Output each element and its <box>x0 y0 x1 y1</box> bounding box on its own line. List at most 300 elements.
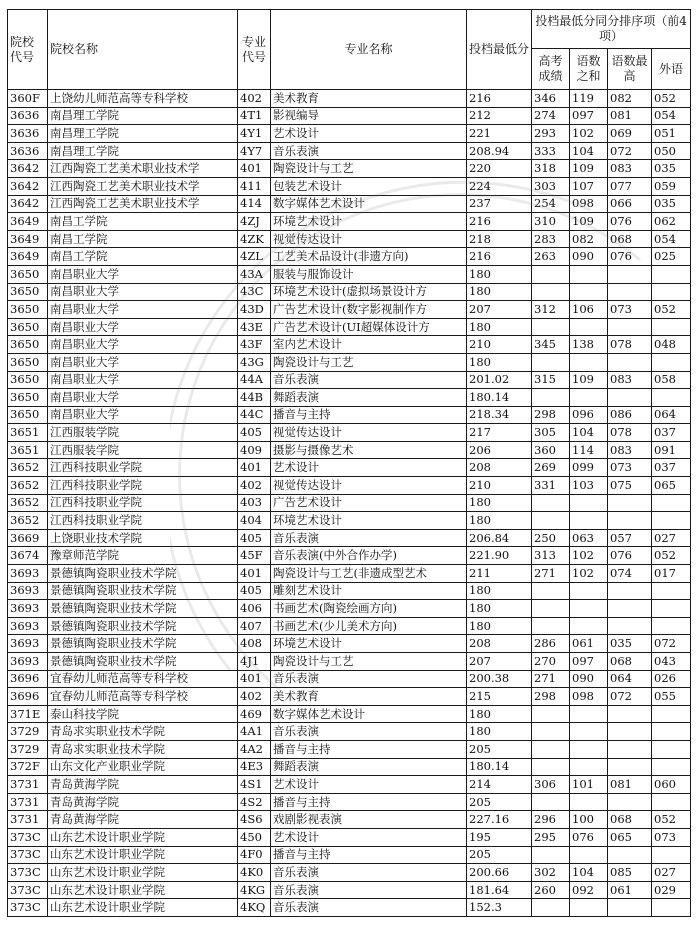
cell-cm_sum <box>570 318 608 336</box>
cell-major: 书画艺术(少儿美术方向) <box>271 617 467 635</box>
cell-cm_high <box>608 793 652 811</box>
cell-code: 373C <box>8 899 48 917</box>
table-row <box>8 670 691 688</box>
cell-exam <box>532 318 570 336</box>
cell-exam: 269 <box>532 459 570 477</box>
cell-school: 南昌职业大学 <box>48 318 238 336</box>
cell-cm_sum: 061 <box>570 635 608 653</box>
cell-min_score: 208.94 <box>467 142 532 160</box>
cell-cm_sum: 138 <box>570 336 608 354</box>
cell-foreign <box>652 899 691 917</box>
cell-major_code: 43G <box>238 353 271 371</box>
cell-cm_high <box>608 494 652 512</box>
table-row <box>8 529 691 547</box>
cell-school: 泰山科技学院 <box>48 705 238 723</box>
cell-foreign: 026 <box>652 670 691 688</box>
cell-school: 江西陶瓷工艺美术职业技术学 <box>48 160 238 178</box>
cell-min_score: 216 <box>467 248 532 266</box>
cell-major: 音乐表演 <box>271 899 467 917</box>
cell-min_score: 180 <box>467 265 532 283</box>
cell-code: 3650 <box>8 389 48 407</box>
cell-major_code: 43C <box>238 283 271 301</box>
cell-major: 数字媒体艺术设计 <box>271 705 467 723</box>
cell-major: 视觉传达设计 <box>271 230 467 248</box>
cell-cm_sum <box>570 494 608 512</box>
header-chinese-math-highest: 语数最高 <box>608 49 652 90</box>
cell-cm_high: 081 <box>608 107 652 125</box>
cell-cm_high: 064 <box>608 670 652 688</box>
cell-min_score: 180 <box>467 723 532 741</box>
cell-school: 江西陶瓷工艺美术职业技术学 <box>48 177 238 195</box>
cell-school: 南昌职业大学 <box>48 265 238 283</box>
cell-cm_sum: 101 <box>570 776 608 794</box>
cell-major_code: 44C <box>238 406 271 424</box>
cell-min_score: 180.14 <box>467 389 532 407</box>
cell-major_code: 401 <box>238 459 271 477</box>
cell-min_score: 210 <box>467 477 532 495</box>
table-row <box>8 828 691 846</box>
cell-code: 3649 <box>8 248 48 266</box>
table-row <box>8 406 691 424</box>
cell-major_code: 450 <box>238 828 271 846</box>
cell-cm_sum: 097 <box>570 653 608 671</box>
cell-school: 山东艺术设计职业学院 <box>48 864 238 882</box>
cell-major: 环境艺术设计 <box>271 512 467 530</box>
cell-cm_high: 076 <box>608 248 652 266</box>
cell-major: 美术教育 <box>271 688 467 706</box>
cell-foreign <box>652 283 691 301</box>
cell-min_score: 227.16 <box>467 811 532 829</box>
cell-major_code: 4ZK <box>238 230 271 248</box>
table-row <box>8 283 691 301</box>
table-row <box>8 177 691 195</box>
table-row <box>8 723 691 741</box>
cell-code: 3693 <box>8 635 48 653</box>
table-row <box>8 899 691 917</box>
cell-foreign <box>652 740 691 758</box>
cell-cm_sum: 109 <box>570 213 608 231</box>
table-row <box>8 758 691 776</box>
cell-min_score: 181.64 <box>467 881 532 899</box>
cell-major: 艺术设计 <box>271 776 467 794</box>
cell-code: 373C <box>8 828 48 846</box>
table-row <box>8 125 691 143</box>
cell-code: 3693 <box>8 617 48 635</box>
cell-exam <box>532 582 570 600</box>
table-body <box>8 90 691 917</box>
cell-cm_sum <box>570 740 608 758</box>
cell-school: 青岛黄海学院 <box>48 776 238 794</box>
cell-cm_sum: 107 <box>570 177 608 195</box>
cell-cm_high: 068 <box>608 230 652 248</box>
cell-exam: 302 <box>532 864 570 882</box>
cell-exam: 271 <box>532 565 570 583</box>
table-row <box>8 424 691 442</box>
cell-exam <box>532 494 570 512</box>
cell-major: 音乐表演 <box>271 723 467 741</box>
table-row <box>8 248 691 266</box>
cell-min_score: 206.84 <box>467 529 532 547</box>
cell-cm_sum <box>570 705 608 723</box>
cell-school: 南昌工学院 <box>48 248 238 266</box>
cell-cm_sum <box>570 265 608 283</box>
cell-school: 景德镇陶瓷职业技术学院 <box>48 582 238 600</box>
cell-code: 3693 <box>8 582 48 600</box>
cell-major_code: 405 <box>238 424 271 442</box>
cell-cm_sum: 092 <box>570 881 608 899</box>
cell-major: 舞蹈表演 <box>271 758 467 776</box>
cell-cm_sum: 103 <box>570 477 608 495</box>
cell-major_code: 4ZL <box>238 248 271 266</box>
cell-school: 山东艺术设计职业学院 <box>48 881 238 899</box>
table-row <box>8 160 691 178</box>
table-row <box>8 740 691 758</box>
cell-major_code: 405 <box>238 582 271 600</box>
cell-foreign <box>652 389 691 407</box>
cell-major_code: 43F <box>238 336 271 354</box>
cell-school: 景德镇陶瓷职业技术学院 <box>48 617 238 635</box>
cell-school: 南昌理工学院 <box>48 107 238 125</box>
cell-cm_high <box>608 582 652 600</box>
cell-major_code: 4K0 <box>238 864 271 882</box>
cell-min_score: 216 <box>467 213 532 231</box>
cell-cm_high <box>608 617 652 635</box>
cell-cm_high: 061 <box>608 881 652 899</box>
cell-min_score: 237 <box>467 195 532 213</box>
cell-cm_high <box>608 265 652 283</box>
cell-major_code: 43E <box>238 318 271 336</box>
cell-exam: 331 <box>532 477 570 495</box>
cell-min_score: 152.3 <box>467 899 532 917</box>
table-row <box>8 811 691 829</box>
header-major-code: 专业代号 <box>238 10 271 90</box>
cell-foreign: 048 <box>652 336 691 354</box>
cell-school: 青岛黄海学院 <box>48 793 238 811</box>
cell-major: 音乐表演 <box>271 881 467 899</box>
cell-cm_high: 083 <box>608 160 652 178</box>
cell-code: 3731 <box>8 776 48 794</box>
cell-exam <box>532 283 570 301</box>
cell-school: 江西服装学院 <box>48 424 238 442</box>
cell-school: 南昌职业大学 <box>48 301 238 319</box>
cell-major: 广告艺术设计 <box>271 494 467 512</box>
cell-code: 3652 <box>8 459 48 477</box>
cell-cm_sum <box>570 353 608 371</box>
cell-foreign: 027 <box>652 529 691 547</box>
cell-cm_sum <box>570 283 608 301</box>
cell-major_code: 401 <box>238 160 271 178</box>
cell-min_score: 180 <box>467 705 532 723</box>
cell-major_code: 44A <box>238 371 271 389</box>
cell-code: 373C <box>8 864 48 882</box>
cell-foreign: 052 <box>652 301 691 319</box>
cell-major_code: 43A <box>238 265 271 283</box>
cell-code: 373C <box>8 846 48 864</box>
cell-cm_high <box>608 389 652 407</box>
cell-foreign: 035 <box>652 160 691 178</box>
cell-cm_high: 086 <box>608 406 652 424</box>
cell-exam: 306 <box>532 776 570 794</box>
cell-major_code: 4A2 <box>238 740 271 758</box>
cell-exam: 312 <box>532 301 570 319</box>
cell-major_code: 4S1 <box>238 776 271 794</box>
cell-major_code: 407 <box>238 617 271 635</box>
cell-major: 书画艺术(陶瓷绘画方向) <box>271 600 467 618</box>
cell-major: 陶瓷设计与工艺 <box>271 353 467 371</box>
cell-school: 南昌工学院 <box>48 213 238 231</box>
cell-cm_sum <box>570 389 608 407</box>
cell-code: 3650 <box>8 301 48 319</box>
table-row <box>8 688 691 706</box>
cell-cm_sum: 082 <box>570 230 608 248</box>
cell-major: 播音与主持 <box>271 406 467 424</box>
cell-code: 3696 <box>8 688 48 706</box>
cell-code: 3650 <box>8 371 48 389</box>
cell-major_code: 4Y7 <box>238 142 271 160</box>
cell-exam: 254 <box>532 195 570 213</box>
cell-cm_high: 076 <box>608 213 652 231</box>
cell-major_code: 404 <box>238 512 271 530</box>
cell-code: 360F <box>8 90 48 108</box>
cell-code: 3652 <box>8 477 48 495</box>
cell-cm_sum: 090 <box>570 670 608 688</box>
table-row <box>8 864 691 882</box>
cell-cm_high <box>608 758 652 776</box>
cell-major: 视觉传达设计 <box>271 477 467 495</box>
cell-code: 3731 <box>8 793 48 811</box>
cell-major: 音乐表演 <box>271 142 467 160</box>
cell-cm_high: 057 <box>608 529 652 547</box>
cell-min_score: 180 <box>467 600 532 618</box>
cell-foreign <box>652 705 691 723</box>
cell-foreign: 052 <box>652 547 691 565</box>
cell-school: 江西科技职业学院 <box>48 512 238 530</box>
cell-min_score: 218 <box>467 230 532 248</box>
cell-min_score: 214 <box>467 776 532 794</box>
cell-school: 南昌理工学院 <box>48 142 238 160</box>
cell-code: 3636 <box>8 107 48 125</box>
cell-major_code: 469 <box>238 705 271 723</box>
table-header <box>8 10 691 90</box>
cell-major: 陶瓷设计与工艺 <box>271 160 467 178</box>
cell-exam <box>532 758 570 776</box>
table-row <box>8 213 691 231</box>
table-row <box>8 353 691 371</box>
cell-cm_sum: 098 <box>570 195 608 213</box>
table-row <box>8 565 691 583</box>
cell-exam: 270 <box>532 653 570 671</box>
cell-school: 景德镇陶瓷职业技术学院 <box>48 635 238 653</box>
cell-school: 江西科技职业学院 <box>48 459 238 477</box>
cell-cm_high: 078 <box>608 336 652 354</box>
cell-cm_sum <box>570 600 608 618</box>
cell-cm_high: 073 <box>608 301 652 319</box>
cell-code: 3729 <box>8 723 48 741</box>
cell-exam <box>532 723 570 741</box>
cell-cm_high: 072 <box>608 688 652 706</box>
header-exam-score: 高考成绩 <box>532 49 570 90</box>
cell-cm_sum <box>570 723 608 741</box>
cell-cm_sum: 098 <box>570 688 608 706</box>
cell-cm_sum: 096 <box>570 406 608 424</box>
cell-min_score: 207 <box>467 653 532 671</box>
cell-major: 播音与主持 <box>271 846 467 864</box>
cell-major_code: 4KQ <box>238 899 271 917</box>
cell-exam <box>532 705 570 723</box>
cell-code: 3652 <box>8 512 48 530</box>
cell-min_score: 215 <box>467 688 532 706</box>
cell-code: 3650 <box>8 353 48 371</box>
cell-min_score: 205 <box>467 846 532 864</box>
cell-cm_high: 073 <box>608 459 652 477</box>
cell-foreign: 051 <box>652 125 691 143</box>
table-row <box>8 477 691 495</box>
cell-foreign: 035 <box>652 195 691 213</box>
cell-foreign <box>652 512 691 530</box>
cell-cm_sum: 114 <box>570 441 608 459</box>
cell-code: 3650 <box>8 265 48 283</box>
cell-cm_sum <box>570 899 608 917</box>
cell-min_score: 201.02 <box>467 371 532 389</box>
cell-cm_sum: 063 <box>570 529 608 547</box>
header-rank-group: 投档最低分同分排序项（前4项） <box>532 10 691 49</box>
cell-foreign <box>652 265 691 283</box>
cell-cm_high <box>608 353 652 371</box>
cell-foreign <box>652 723 691 741</box>
cell-foreign: 050 <box>652 142 691 160</box>
cell-code: 3696 <box>8 670 48 688</box>
header-min-score: 投档最低分 <box>467 10 532 90</box>
cell-foreign <box>652 758 691 776</box>
cell-cm_sum: 106 <box>570 301 608 319</box>
cell-exam: 250 <box>532 529 570 547</box>
cell-major_code: 4J1 <box>238 653 271 671</box>
table-row <box>8 494 691 512</box>
cell-major_code: 409 <box>238 441 271 459</box>
cell-min_score: 208 <box>467 635 532 653</box>
table-row <box>8 142 691 160</box>
cell-min_score: 224 <box>467 177 532 195</box>
cell-school: 豫章师范学院 <box>48 547 238 565</box>
cell-min_score: 206 <box>467 441 532 459</box>
cell-school: 江西科技职业学院 <box>48 494 238 512</box>
cell-school: 宜春幼儿师范高等专科学校 <box>48 670 238 688</box>
cell-exam: 345 <box>532 336 570 354</box>
cell-cm_high: 083 <box>608 441 652 459</box>
cell-exam <box>532 353 570 371</box>
cell-code: 3669 <box>8 529 48 547</box>
cell-cm_high: 065 <box>608 828 652 846</box>
cell-major: 美术教育 <box>271 90 467 108</box>
table-row <box>8 512 691 530</box>
cell-min_score: 180 <box>467 582 532 600</box>
table-row <box>8 90 691 108</box>
cell-foreign <box>652 494 691 512</box>
cell-major: 音乐表演(中外合作办学) <box>271 547 467 565</box>
cell-exam: 333 <box>532 142 570 160</box>
header-major-name: 专业名称 <box>271 10 467 90</box>
cell-cm_sum: 090 <box>570 248 608 266</box>
cell-major_code: 4KG <box>238 881 271 899</box>
cell-exam: 315 <box>532 371 570 389</box>
header-school-code: 院校代号 <box>8 10 48 90</box>
cell-min_score: 216 <box>467 90 532 108</box>
cell-code: 3731 <box>8 811 48 829</box>
cell-school: 山东艺术设计职业学院 <box>48 899 238 917</box>
cell-code: 3729 <box>8 740 48 758</box>
cell-major_code: 402 <box>238 90 271 108</box>
cell-cm_high: 085 <box>608 864 652 882</box>
cell-major_code: 401 <box>238 670 271 688</box>
cell-foreign: 037 <box>652 459 691 477</box>
cell-exam: 303 <box>532 177 570 195</box>
cell-cm_sum: 109 <box>570 371 608 389</box>
cell-major: 工艺美术品设计(非遗方向) <box>271 248 467 266</box>
cell-min_score: 200.66 <box>467 864 532 882</box>
cell-major_code: 414 <box>238 195 271 213</box>
table-row <box>8 881 691 899</box>
cell-foreign: 073 <box>652 828 691 846</box>
table-row <box>8 107 691 125</box>
cell-cm_high <box>608 600 652 618</box>
table-row <box>8 846 691 864</box>
cell-exam: 293 <box>532 125 570 143</box>
cell-cm_sum: 102 <box>570 565 608 583</box>
cell-exam: 271 <box>532 670 570 688</box>
table-row <box>8 230 691 248</box>
cell-foreign <box>652 617 691 635</box>
cell-exam <box>532 846 570 864</box>
cell-major_code: 4F0 <box>238 846 271 864</box>
cell-foreign <box>652 318 691 336</box>
cell-major: 室内艺术设计 <box>271 336 467 354</box>
cell-foreign <box>652 846 691 864</box>
cell-code: 3636 <box>8 142 48 160</box>
cell-major: 陶瓷设计与工艺 <box>271 653 467 671</box>
cell-major_code: 4T1 <box>238 107 271 125</box>
cell-min_score: 218.34 <box>467 406 532 424</box>
cell-major: 舞蹈表演 <box>271 389 467 407</box>
cell-cm_sum: 104 <box>570 864 608 882</box>
table-row <box>8 265 691 283</box>
cell-foreign: 062 <box>652 213 691 231</box>
cell-code: 3642 <box>8 160 48 178</box>
cell-school: 江西服装学院 <box>48 441 238 459</box>
cell-exam <box>532 265 570 283</box>
cell-cm_high: 074 <box>608 565 652 583</box>
cell-school: 山东文化产业职业学院 <box>48 758 238 776</box>
cell-cm_sum <box>570 512 608 530</box>
cell-code: 3636 <box>8 125 48 143</box>
cell-exam <box>532 740 570 758</box>
table-row <box>8 389 691 407</box>
cell-cm_high: 068 <box>608 653 652 671</box>
cell-school: 青岛求实职业技术学院 <box>48 723 238 741</box>
cell-school: 景德镇陶瓷职业技术学院 <box>48 600 238 618</box>
table-row <box>8 547 691 565</box>
table-row <box>8 653 691 671</box>
cell-school: 南昌职业大学 <box>48 389 238 407</box>
cell-code: 3652 <box>8 494 48 512</box>
cell-cm_high <box>608 512 652 530</box>
cell-min_score: 207 <box>467 301 532 319</box>
table-row <box>8 600 691 618</box>
cell-major: 戏剧影视表演 <box>271 811 467 829</box>
cell-major: 音乐表演 <box>271 670 467 688</box>
table-row <box>8 318 691 336</box>
cell-exam <box>532 389 570 407</box>
cell-major_code: 411 <box>238 177 271 195</box>
